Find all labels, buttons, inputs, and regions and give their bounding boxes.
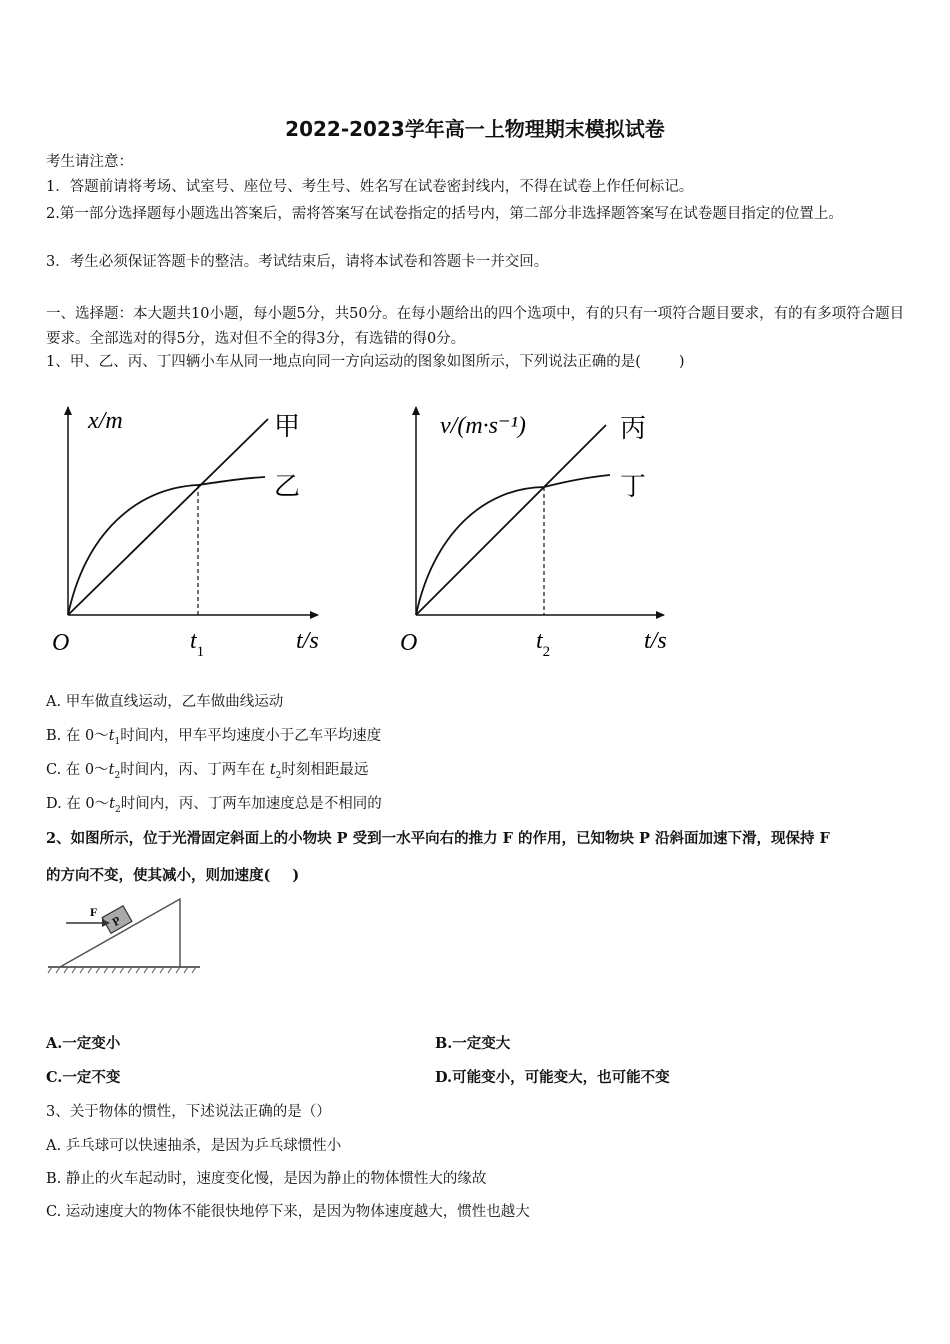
notice-item-1: 1．答题前请将考场、试室号、座位号、考生号、姓名写在试卷密封线内，不得在试卷上作任何标记。 bbox=[46, 179, 694, 195]
ground-hatching bbox=[48, 967, 196, 973]
q1-option-b: B. 在 $0\sim t_1$时间内，甲车平均速度小于乙车平均速度 bbox=[46, 728, 382, 747]
q3-option-c: C. 运动速度大的物体不能很快地停下来，是因为物体速度越大，惯性也越大 bbox=[46, 1204, 530, 1220]
q1-option-a: A. 甲车做直线运动，乙车做曲线运动 bbox=[46, 694, 284, 710]
x-axis-label: t/s bbox=[296, 628, 319, 654]
svg-text:P: P bbox=[109, 913, 124, 929]
ding-label: 丁 bbox=[620, 472, 647, 501]
x-axis-label: t/s bbox=[644, 628, 667, 654]
yi-curve bbox=[68, 477, 265, 615]
q3-stem: 3、关于物体的惯性，下述说法正确的是（） bbox=[46, 1104, 331, 1120]
t1-tick-label: $t_1$ bbox=[190, 628, 205, 660]
q3-option-b: B. 静止的火车起动时，速度变化慢，是因为静止的物体惯性大的缘故 bbox=[46, 1171, 487, 1187]
notice-item-3: 3．考生必须保证答题卡的整洁。考试结束后，请将本试卷和答题卡一并交回。 bbox=[46, 254, 549, 270]
jia-label: 甲 bbox=[274, 412, 301, 441]
yi-label: 乙 bbox=[274, 472, 301, 501]
q2-option-c: C.一定不变 bbox=[46, 1069, 121, 1086]
q1-graph-xt bbox=[40, 395, 360, 670]
page-title: 2022-2023学年高一上物理期末模拟试卷 bbox=[285, 117, 665, 141]
q1-option-c: C. 在 $0\sim t_2$时间内，丙、丁两车在 $t_2$时刻相距最远 bbox=[46, 762, 369, 781]
origin-label: O bbox=[52, 630, 70, 656]
y-axis-label: x/m bbox=[88, 408, 123, 434]
q2-option-d: D.可能变小，可能变大，也可能不变 bbox=[435, 1069, 670, 1086]
q2-option-b: B.一定变大 bbox=[435, 1035, 511, 1052]
q3-option-a: A. 乒乓球可以快速抽杀，是因为乒乓球惯性小 bbox=[46, 1138, 342, 1154]
notice-heading: 考生请注意： bbox=[46, 154, 133, 170]
jia-line bbox=[68, 419, 268, 615]
q2-option-a: A.一定变小 bbox=[46, 1035, 121, 1052]
section-intro: 一、选择题：本大题共10小题，每小题5分，共50分。在每小题给出的四个选项中，有的只有一项符合题目要求，有的有多项符合题目要求。全部选对的得5分，选对但不全的得3分，有选错的得0分。 bbox=[46, 306, 905, 347]
q1-option-d: D. 在 $0\sim t_2$时间内，丙、丁两车加速度总是不相同的 bbox=[46, 796, 382, 815]
bing-label: 丙 bbox=[620, 414, 647, 443]
t2-tick-label: $t_2$ bbox=[536, 628, 551, 660]
ding-curve bbox=[416, 475, 610, 615]
notice-item-2: 2.第一部分选择题每小题选出答案后，需将答案写在试卷指定的括号内，第二部分非选择题答案写在试卷题目指定的位置上。 bbox=[46, 206, 843, 222]
bing-line bbox=[416, 425, 606, 615]
q1-graph-vt bbox=[388, 395, 708, 670]
origin-label: O bbox=[400, 630, 418, 656]
q2-stem-line2: 的方向不变，使其减小，则加速度( ) bbox=[46, 867, 300, 884]
q2-stem-line1: 2、如图所示，位于光滑固定斜面上的小物块 P 受到一水平向右的推力 F 的作用，已知物块 P 沿斜面加速下滑，现保持 F bbox=[46, 830, 830, 847]
force-label: F bbox=[90, 905, 98, 919]
y-axis-label: v/(m·s⁻¹) bbox=[440, 413, 526, 439]
q1-stem: 1、甲、乙、丙、丁四辆小车从同一地点向同一方向运动的图象如图所示，下列说法正确的是( ) bbox=[46, 354, 685, 370]
q2-incline-figure bbox=[44, 895, 204, 977]
